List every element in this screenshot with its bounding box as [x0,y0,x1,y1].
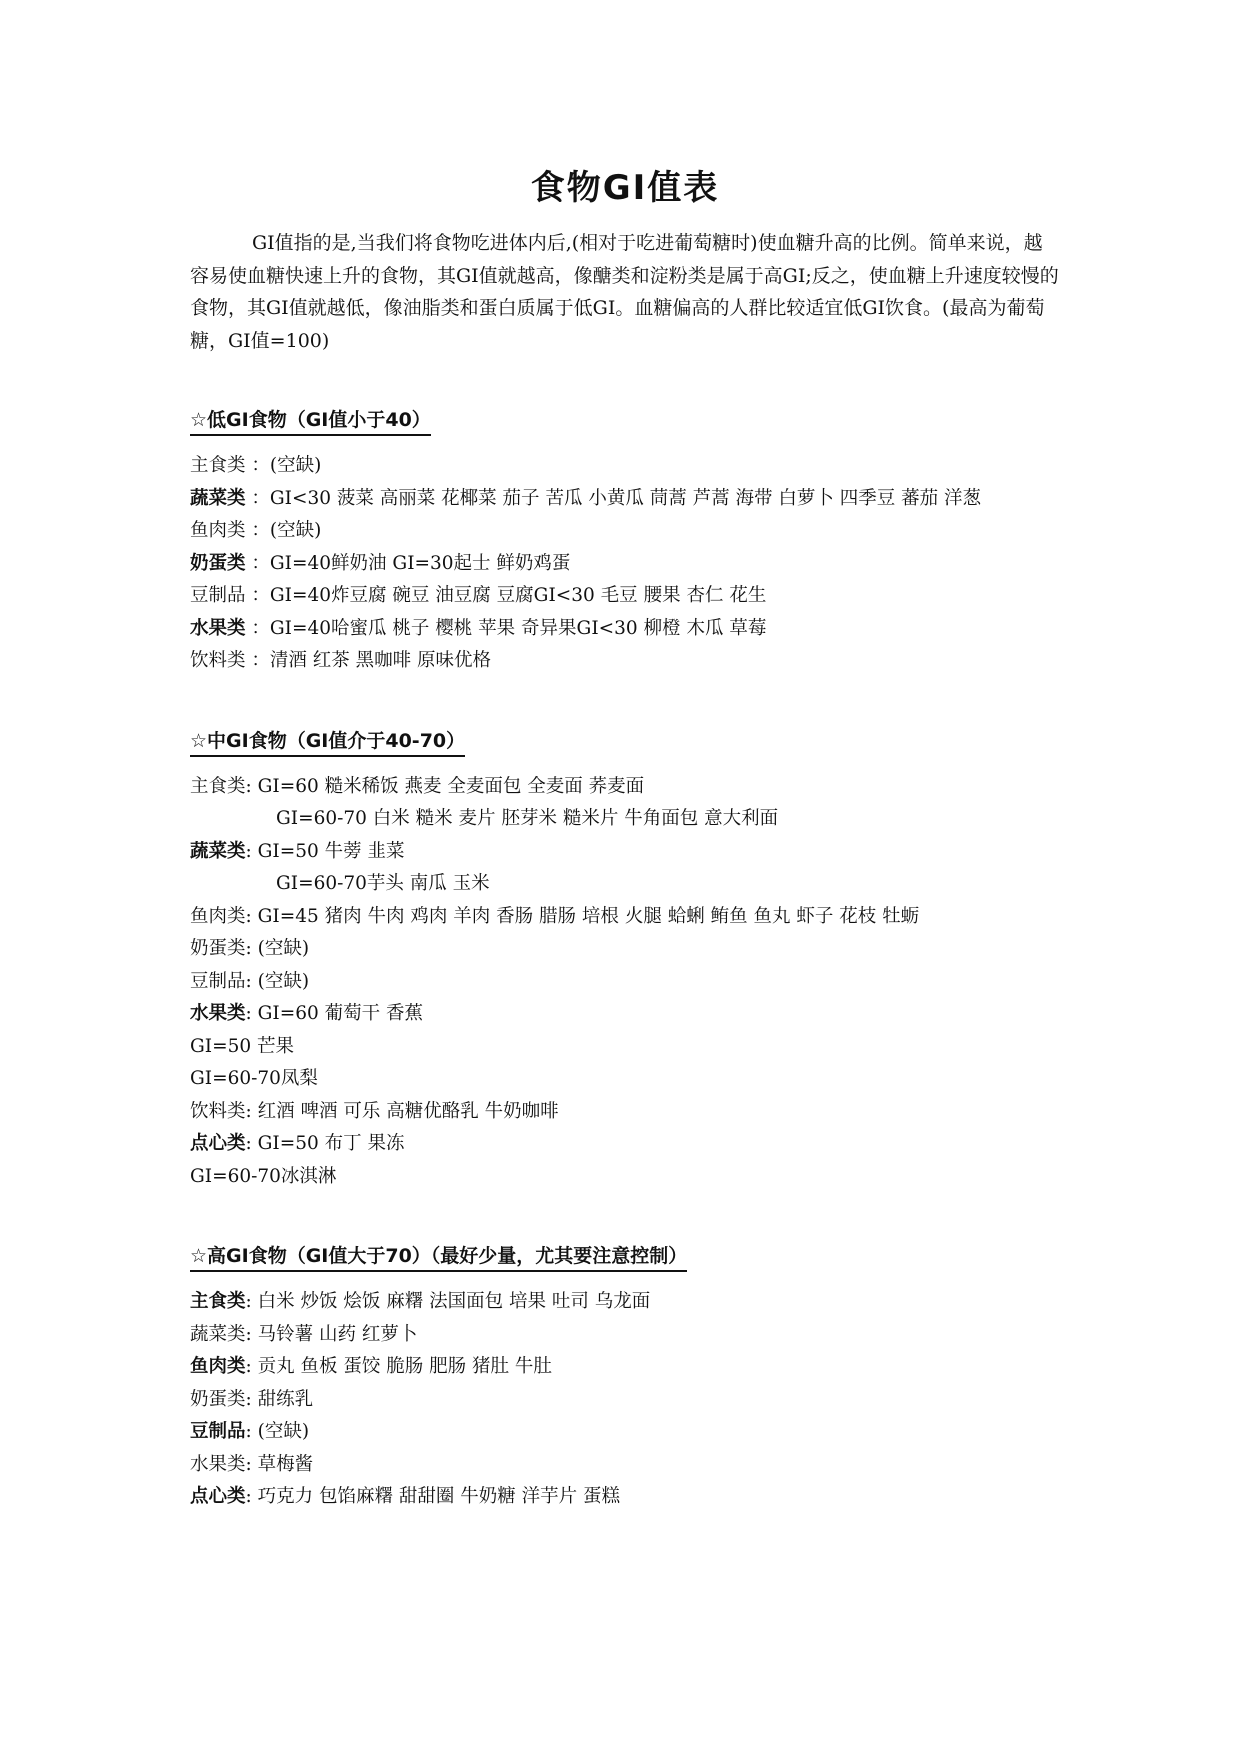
item-text: GI=60-70芋头 南瓜 玉米 [276,873,490,894]
list-item [190,933,1060,966]
category-label: 鱼肉类 [190,1356,246,1377]
item-text: GI=60-70 白米 糙米 麦片 胚芽米 糙米片 牛角面包 意大利面 [276,808,779,829]
item-text: GI<30 菠菜 高丽菜 花椰菜 茄子 苦瓜 小黄瓜 茼蒿 芦蒿 海带 白萝卜 四季豆 蕃茄 洋葱 [269,487,981,509]
item-text: (空缺) [269,520,322,541]
category-label: 主食类 [190,775,246,797]
item-text: GI=40哈蜜瓜 桃子 樱桃 苹果 奇异果GI<30 柳橙 木瓜 草莓 [269,617,767,639]
category-label: 水果类 [190,1003,246,1024]
list-item [190,548,1060,581]
list-item [190,645,1060,678]
item-text: GI=40鲜奶油 GI=30起士 鲜奶鸡蛋 [269,552,571,574]
category-separator: ： [245,487,270,509]
category-separator: : [245,1133,258,1154]
item-text: (空缺) [257,938,310,959]
category-separator: : [245,1100,258,1122]
category-label: 点心类 [190,1486,246,1507]
item-text: GI=50 芒果 [190,1035,295,1057]
section-high-gi [190,1243,1060,1514]
list-item [190,1416,1060,1449]
category-separator: ： [245,455,270,476]
list-item [190,1031,1060,1064]
category-label: 奶蛋类 [190,552,246,574]
category-label: 饮料类 [190,1100,246,1122]
category-separator: : [245,1388,258,1410]
list-item [190,901,1060,934]
item-text: (空缺) [257,1421,310,1442]
category-separator: : [245,1421,258,1442]
category-label: 豆制品 [190,970,246,992]
item-text: GI=45 猪肉 牛肉 鸡肉 羊肉 香肠 腊肠 培根 火腿 蛤蜊 鲔鱼 鱼丸 虾子 花枝 牡蛎 [257,905,920,927]
low-gi-list [190,450,1060,678]
item-text: 贡丸 鱼板 蛋饺 脆肠 肥肠 猪肚 牛肚 [257,1356,552,1377]
category-label: 点心类 [190,1133,246,1154]
category-label: 豆制品 [190,585,246,606]
intro-paragraph [190,227,1060,357]
item-text: GI=40炸豆腐 碗豆 油豆腐 豆腐GI<30 毛豆 腰果 杏仁 花生 [269,585,767,606]
item-text: 巧克力 包馅麻糬 甜甜圈 牛奶糖 洋芋片 蛋糕 [257,1486,621,1507]
list-item [190,1319,1060,1352]
document-page [190,160,1060,1514]
section-mid-gi [190,728,1060,1194]
list-item [190,1161,1060,1194]
category-separator: : [245,840,258,862]
item-text: 白米 炒饭 烩饭 麻糬 法国面包 培果 吐司 乌龙面 [257,1291,651,1312]
list-item [190,1481,1060,1514]
category-label: 鱼肉类 [190,520,246,541]
category-separator: : [245,970,258,992]
category-label: 鱼肉类 [190,905,246,927]
list-item [190,1063,1060,1096]
list-item [190,450,1060,483]
category-separator: : [245,1453,258,1475]
category-separator: : [245,905,258,927]
list-item [190,1449,1060,1482]
item-text: GI=60-70冰淇淋 [190,1165,337,1187]
section-heading-high-gi: ☆高GI食物（GI值大于70）（最好少量，尤其要注意控制） [190,1243,687,1272]
list-item [190,613,1060,646]
list-item [190,1384,1060,1417]
item-text: GI=60 葡萄干 香蕉 [257,1003,424,1024]
list-item [190,803,1060,836]
item-text: GI=50 布丁 果冻 [257,1133,405,1154]
category-separator: ： [245,585,270,606]
list-item [190,1096,1060,1129]
list-item [190,1286,1060,1319]
list-item [190,1128,1060,1161]
category-separator: : [245,1291,258,1312]
category-separator: : [245,1323,258,1345]
category-separator: ： [245,617,270,639]
item-text: (空缺) [269,455,322,476]
category-separator: : [245,775,258,797]
item-text: GI=60 糙米稀饭 燕麦 全麦面包 全麦面 荞麦面 [257,775,645,797]
item-text: (空缺) [257,970,310,992]
list-item [190,483,1060,516]
section-heading-mid-gi: ☆中GI食物（GI值介于40-70） [190,728,465,757]
category-label: 水果类 [190,1453,246,1475]
item-text: 甜练乳 [257,1388,314,1410]
item-text: 马铃薯 山药 红萝卜 [257,1323,418,1345]
category-label: 奶蛋类 [190,938,246,959]
category-separator: ： [245,552,270,574]
category-separator: ： [245,650,270,671]
item-text: 红酒 啤酒 可乐 高糖优酪乳 牛奶咖啡 [257,1100,559,1122]
page-title: 食物GI值表 [530,168,720,208]
item-text: GI=50 牛蒡 韭菜 [257,840,405,862]
section-heading-low-gi: ☆低GI食物（GI值小于40） [190,407,431,436]
list-item [190,836,1060,869]
high-gi-list [190,1286,1060,1514]
list-item [190,580,1060,613]
category-label: 蔬菜类 [190,487,246,509]
section-low-gi [190,407,1060,678]
category-label: 水果类 [190,617,246,639]
list-item [190,966,1060,999]
category-separator: : [245,1003,258,1024]
category-label: 饮料类 [190,650,246,671]
list-item [190,1351,1060,1384]
category-label: 蔬菜类 [190,840,246,862]
item-text: 清酒 红茶 黑咖啡 原味优格 [269,650,492,671]
list-item [190,515,1060,548]
intro-text: GI值指的是,当我们将食物吃进体内后,(相对于吃进葡萄糖时)使血糖升高的比例。简单来说，越容易使血糖快速上升的食物，其GI值就越高，像醣类和淀粉类是属于高GI;反之，使血糖上升速度较慢的食物，其GI值就越低，像油脂类和蛋白质属于低GI。血糖偏高的人群比较适宜低GI饮食。(最高为葡萄糖，GI值=100) [190,232,1059,352]
category-label: 主食类 [190,455,246,476]
list-item [190,998,1060,1031]
mid-gi-list [190,771,1060,1194]
category-separator: : [245,1486,258,1507]
list-item [190,868,1060,901]
category-separator: ： [245,520,270,541]
category-separator: : [245,1356,258,1377]
category-separator: : [245,938,258,959]
category-label: 主食类 [190,1291,246,1312]
category-label: 豆制品 [190,1421,246,1442]
category-label: 蔬菜类 [190,1323,246,1345]
category-label: 奶蛋类 [190,1388,246,1410]
item-text: 草梅酱 [257,1453,314,1475]
list-item [190,771,1060,804]
item-text: GI=60-70凤梨 [190,1068,318,1089]
